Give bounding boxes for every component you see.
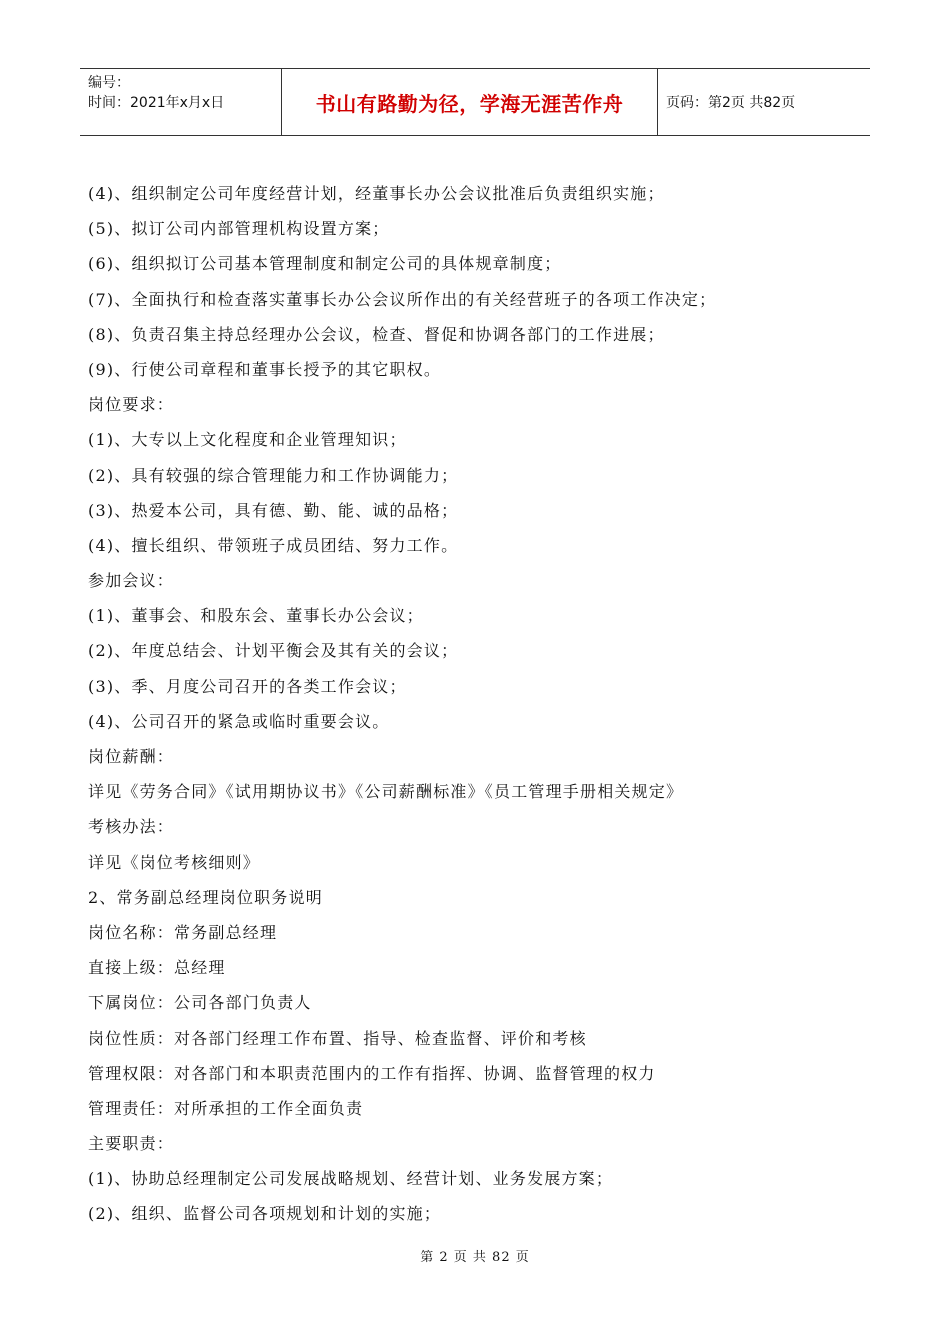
body-line: (6)、组织拟订公司基本管理制度和制定公司的具体规章制度；	[88, 254, 562, 274]
header-date-label: 时间：2021年x月x日	[88, 95, 225, 111]
body-line: (3)、热爱本公司，具有德、勤、能、诚的品格；	[88, 500, 459, 520]
body-line: (1)、大专以上文化程度和企业管理知识；	[88, 430, 407, 450]
section-heading: 岗位要求：	[88, 395, 175, 415]
header-motto: 书山有路勤为径，学海无涯苦作舟	[282, 69, 658, 135]
body-line: 详见《劳务合同》《试用期协议书》《公司薪酬标准》《员工管理手册相关规定》	[88, 782, 684, 802]
body-line: (1)、董事会、和股东会、董事长办公会议；	[88, 606, 424, 626]
header-meta	[80, 69, 282, 135]
body-line: (8)、负责召集主持总经理办公会议，检查、督促和协调各部门的工作进展；	[88, 324, 665, 344]
section-heading: 岗位薪酬：	[88, 747, 175, 766]
body-line: (4)、擅长组织、带领班子成员团结、努力工作。	[88, 535, 459, 555]
body-line: (2)、具有较强的综合管理能力和工作协调能力；	[88, 465, 459, 485]
document-body	[88, 176, 848, 1232]
body-line: 管理权限：对各部门和本职责范围内的工作有指挥、协调、监督管理的权力	[88, 1063, 656, 1083]
body-line: (3)、季、月度公司召开的各类工作会议；	[88, 676, 407, 696]
body-line: 下属岗位：公司各部门负责人	[88, 993, 312, 1013]
section-heading: 主要职责：	[88, 1134, 175, 1154]
header-number-label: 编号：	[88, 75, 130, 91]
body-line: 管理责任：对所承担的工作全面负责	[88, 1098, 364, 1118]
body-line: (5)、拟订公司内部管理机构设置方案；	[88, 219, 390, 239]
body-line: (2)、年度总结会、计划平衡会及其有关的会议；	[88, 641, 459, 661]
section-heading: 参加会议：	[88, 571, 175, 591]
section-heading: 2、常务副总经理岗位职务说明	[88, 887, 323, 907]
body-line: 直接上级：总经理	[88, 958, 226, 978]
body-line: 岗位性质：对各部门经理工作布置、指导、检查监督、评价和考核	[88, 1028, 587, 1048]
body-line: 详见《岗位考核细则》	[88, 852, 261, 872]
body-line: (7)、全面执行和检查落实董事长办公会议所作出的有关经营班子的各项工作决定；	[88, 289, 717, 309]
body-line: (9)、行使公司章程和董事长授予的其它职权。	[88, 359, 442, 379]
body-line: (4)、公司召开的紧急或临时重要会议。	[88, 711, 390, 731]
body-line: (1)、协助总经理制定公司发展战略规划、经营计划、业务发展方案；	[88, 1169, 614, 1189]
header-page-info: 页码：第2页 共82页	[666, 95, 796, 111]
page-header	[80, 68, 870, 136]
body-line: (4)、组织制定公司年度经营计划，经董事长办公会议批准后负责组织实施；	[88, 184, 665, 203]
body-line: (2)、组织、监督公司各项规划和计划的实施；	[88, 1204, 442, 1224]
body-line: 岗位名称：常务副总经理	[88, 922, 278, 942]
section-heading: 考核办法：	[88, 817, 175, 837]
page-footer: 第 2 页 共 82 页	[420, 1250, 530, 1265]
